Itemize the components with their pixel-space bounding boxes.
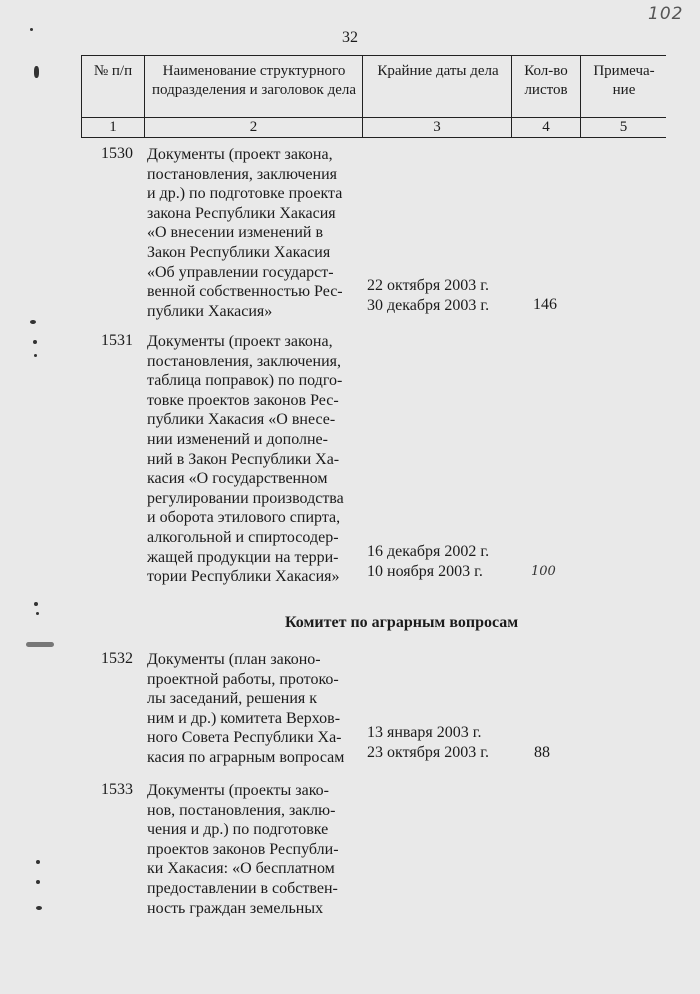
archive-sheet-number: 102: [648, 4, 684, 24]
entry-title-line: товке проектов законов Рес-: [147, 391, 339, 409]
entry-title-line: нии изменений и дополне-: [147, 430, 328, 448]
entry-dates: [367, 723, 517, 762]
entry-sheet-count: 88: [534, 744, 550, 761]
scan-speck: [36, 880, 40, 884]
entry-number: 1533: [101, 781, 133, 798]
entry-dates: [367, 276, 517, 315]
entry-sheet-count-handwritten: 100: [531, 564, 556, 579]
entry-number: 1531: [101, 332, 133, 349]
entry-title-line: тории Республики Хакасия»: [147, 568, 340, 586]
entry-title: [147, 781, 359, 918]
page-number: 32: [342, 29, 358, 46]
scan-speck: [30, 28, 33, 31]
entry-title-line: ного Совета Республики Ха-: [147, 729, 342, 747]
entry-title-line: Документы (проекты зако-: [147, 782, 329, 799]
scan-speck: [34, 602, 38, 606]
entry-title: [147, 145, 359, 321]
entry-title-line: жащей продукции на терри-: [147, 548, 339, 566]
entry-title-line: Документы (план законо-: [147, 651, 321, 668]
entry-date-start: 13 января 2003 г.: [367, 724, 482, 741]
header-col-title: Наименование структурного подразделения и заголовок дела: [151, 63, 357, 98]
header-col-number: № п/п: [93, 63, 133, 79]
section-heading: Комитет по аграрным вопросам: [285, 614, 519, 631]
column-number: 3: [433, 119, 441, 135]
entry-title-line: регулировании производства: [147, 489, 344, 507]
entry-sheet-count: 146: [533, 296, 557, 313]
entry-date-start: 22 октября 2003 г.: [367, 277, 489, 294]
entry-title-line: проектной работы, протоко-: [147, 670, 339, 688]
entry-title-line: Документы (проект закона,: [147, 146, 333, 163]
entry-title: [147, 332, 359, 587]
entry-title-line: постановления, заключения: [147, 165, 337, 183]
entry-title-line: публики Хакасия»: [147, 302, 273, 320]
entry-title-line: Закон Республики Хакасия: [147, 243, 331, 261]
entry-title-line: «О внесении изменений в: [147, 224, 324, 242]
column-number: 2: [249, 119, 258, 135]
column-number: 4: [542, 119, 550, 135]
entry-dates: [367, 542, 517, 581]
header-mid-rule: [81, 117, 666, 118]
entry-title-line: нов, постановления, заклю-: [147, 801, 336, 819]
entry-title-line: ним и др.) комитета Верхов-: [147, 709, 341, 727]
scan-speck: [36, 906, 42, 910]
column-number: 5: [619, 119, 628, 135]
entry-title-line: ний в Закон Республики Ха-: [147, 450, 340, 468]
entry-title-line: Документы (проект закона,: [147, 333, 333, 350]
scan-speck: [34, 66, 39, 78]
entry-title-line: касия по аграрным вопросам: [147, 748, 345, 766]
column-number: 1: [109, 119, 117, 135]
entry-title-line: предоставлении в собствен-: [147, 879, 338, 897]
entry-title-line: постановления, заключения,: [147, 352, 341, 370]
entry-date-end: 10 ноября 2003 г.: [367, 562, 483, 580]
entry-title: [147, 650, 359, 768]
entry-title-line: венной собственностью Рес-: [147, 283, 343, 301]
entry-date-end: 30 декабря 2003 г.: [367, 296, 490, 314]
scan-speck: [34, 354, 37, 357]
entry-title-line: касия «О государственном: [147, 470, 328, 488]
entry-title-line: и др.) по подготовке проекта: [147, 185, 343, 203]
entry-title-line: публики Хакасия «О внесе-: [147, 411, 336, 429]
entry-title-line: чения и др.) по подготовке: [147, 821, 329, 839]
scan-speck: [30, 320, 36, 324]
entry-date-start: 16 декабря 2002 г.: [367, 543, 490, 560]
entry-title-line: таблица поправок) по подго-: [147, 372, 343, 390]
header-col-dates: Крайние даты дела: [377, 63, 499, 79]
entry-title-line: проектов законов Республи-: [147, 840, 339, 858]
header-col-notes: Примеча- ние: [593, 63, 655, 98]
entry-title-line: алкогольной и спиртосодер-: [147, 528, 339, 546]
entry-title-line: лы заседаний, решения к: [147, 690, 318, 708]
entry-number: 1530: [101, 145, 133, 162]
scan-speck: [33, 340, 37, 344]
scan-speck: [36, 612, 39, 615]
entry-title-line: закона Республики Хакасия: [147, 204, 336, 222]
scan-speck: [26, 642, 54, 647]
entry-date-end: 23 октября 2003 г.: [367, 743, 489, 761]
entry-title-line: и оборота этилового спирта,: [147, 509, 341, 527]
entry-title-line: ки Хакасия: «О бесплатном: [147, 860, 335, 878]
entry-number: 1532: [101, 650, 133, 667]
header-bottom-rule: [81, 137, 666, 138]
entry-title-line: «Об управлении государст-: [147, 263, 334, 281]
header-top-rule: [81, 55, 666, 56]
entry-title-line: ность граждан земельных: [147, 899, 324, 917]
header-col-sheets: Кол-во листов: [524, 63, 568, 98]
scan-speck: [36, 860, 40, 864]
